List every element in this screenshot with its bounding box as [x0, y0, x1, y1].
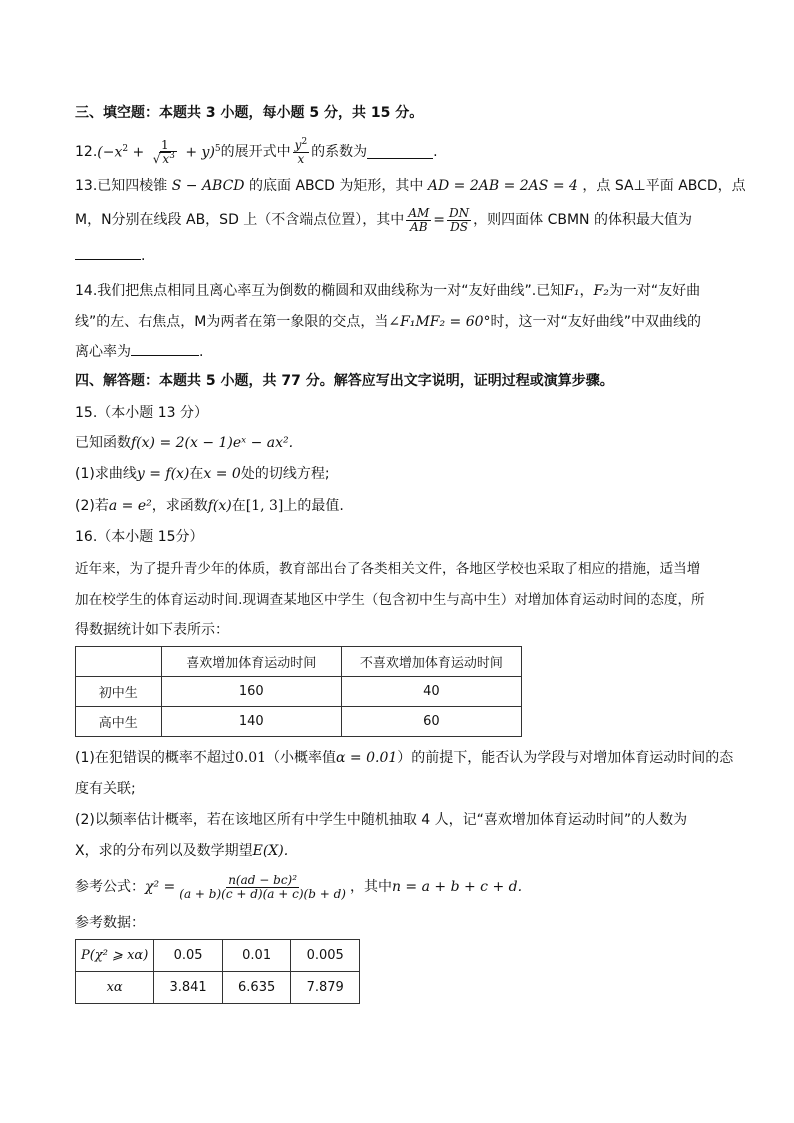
table-header-cell: 喜欢增加体育运动时间 [161, 647, 341, 677]
q16-p1-expr-1: 0.01 [234, 750, 267, 766]
q15-title: 15.（本小题 13 分） [75, 405, 208, 421]
q16-formula-fraction: $\frac{\text{n(ad − bc)²}}{(a + b)(c + d)(a + c)(b + d)}$ [179, 872, 346, 901]
q12-end: . [433, 144, 438, 160]
q14-end: . [199, 344, 204, 360]
q12-fraction: $\frac{y^2}{x}$ [294, 136, 308, 166]
q16-formula-n-expr: n = a + b + c + d. [391, 879, 523, 895]
q15-p2-expr-3: [1, 3] [245, 498, 284, 514]
table-row [76, 972, 360, 1004]
question-14-line-3 [75, 342, 203, 362]
question-13-line-1 [75, 176, 746, 196]
table-cell: 0.01 [222, 940, 291, 972]
table-cell: 60 [341, 707, 521, 737]
q16-formula-text: ，其中 [349, 879, 392, 895]
q16-part-1-line-2: 度有关联; [75, 781, 136, 797]
q15-function-expr: f(x) = 2(x − 1)eˣ − ax². [131, 435, 294, 451]
q15-part-1 [75, 464, 330, 484]
q15-stem-text: 已知函数 [75, 435, 131, 451]
q13-text-a: 13.已知四棱锥 [75, 178, 168, 194]
q13-expr-pyramid: S − ABCD [171, 178, 245, 194]
q12-number: 12. [75, 144, 98, 160]
table-cell: 高中生 [76, 707, 162, 737]
q13-fraction-am-ab: $\frac{AM}{AB}$ [408, 205, 430, 234]
q16-title: 16.（本小题 15分） [75, 529, 204, 545]
q14-sep: ， [579, 283, 594, 299]
q14-answer-blank[interactable] [131, 343, 199, 356]
q16-formula-label: 参考公式： [75, 879, 145, 895]
table-header-cell: 不喜欢增加体育运动时间 [341, 647, 521, 677]
table-row [76, 677, 522, 707]
table-row [76, 707, 522, 737]
table-cell: xα [76, 972, 154, 1004]
q12-text-b: 的系数为 [311, 144, 368, 160]
question-13-line-2: M，N分别在线段 AB，SD 上（不含端点位置），其中 $\frac{AM}{AB}$ = $\frac{DN}{DS}$ ，则四面体 CBMN 的体积最大值为 [75, 205, 692, 234]
question-12 [75, 134, 438, 170]
q16-p2-text-a: X，求 [75, 843, 113, 859]
table-cell: 3.841 [154, 972, 223, 1004]
q14-text-a: 14.我们把焦点相同且离心率互为倒数的椭圆和双曲线称为一对“友好曲线”.已知 [75, 283, 565, 299]
q16-formula-lhs: χ² = [145, 879, 176, 895]
q16-ref-label: 参考数据： [75, 915, 145, 931]
table-header-cell [76, 647, 162, 677]
question-14-line-2 [75, 312, 701, 332]
table-row [76, 940, 360, 972]
table-cell: 0.005 [291, 940, 360, 972]
q16-reference-table [75, 939, 360, 1004]
q12-answer-blank[interactable] [367, 146, 433, 159]
table-cell: 40 [341, 677, 521, 707]
q14-f1: F₁ [564, 283, 580, 299]
q15-p2-text-c: 在 [231, 498, 246, 514]
q15-p1-expr-1: y = f(x) [136, 466, 190, 482]
q16-formula [75, 867, 522, 907]
q13-expr-lengths: AD = 2AB = 2AS = 4 [427, 178, 578, 194]
q15-p1-text-a: (1)求曲线 [75, 466, 137, 482]
q12-expression: ($-x^2$ + $\frac{1}{√ x^3}$ + y)$^5$ [97, 137, 221, 166]
q13-end: . [141, 248, 146, 264]
section-3-heading: 三、填空题：本题共 3 小题，每小题 5 分，共 15 分。 [75, 105, 424, 121]
q16-p1-text-c: ）的前提下，能否认为学段与对增加体育运动时间的态 [397, 750, 734, 766]
q15-part-2 [75, 496, 344, 516]
table-cell: 6.635 [222, 972, 291, 1004]
q16-stem-line-2: 加在校学生的体育运动时间.现调查某地区中学生（包含初中生与高中生）对增加体育运动时间的态度，所 [75, 592, 705, 608]
q14-text-d: 时，这一对“友好曲线”中双曲线的 [490, 314, 702, 330]
q14-f2: F₂ [593, 283, 609, 299]
q16-survey-table [75, 646, 522, 737]
q14-text-e: 离心率为 [75, 344, 131, 360]
q14-angle-expr: ∠F₁MF₂ = 60° [388, 314, 491, 330]
q16-stem-line-3: 得数据统计如下表所示： [75, 622, 229, 638]
q16-part-2-line-1: (2)以频率估计概率，若在该地区所有中学生中随机抽取 4 人，记“喜欢增加体育运动时间”的人数为 [75, 812, 688, 828]
q15-p2-text-d: 上的最值. [283, 498, 344, 514]
q13-text-c: ，点 SA⊥平面 ABCD，点 [582, 178, 746, 194]
q12-text-a: 的展开式中 [220, 144, 291, 160]
table-cell: P(χ² ⩾ xα) [76, 940, 154, 972]
q15-p2-expr-2: f(x) [207, 498, 232, 514]
q16-p1-text-a: (1)在犯错误的概率不超过 [75, 750, 235, 766]
q13-text-e: ，则四面体 CBMN 的体积最大值为 [473, 212, 692, 228]
q16-p1-text-b: （小概率值 [266, 750, 337, 766]
q14-text-b: 为一对“友好曲 [608, 283, 701, 299]
table-cell: 0.05 [154, 940, 223, 972]
question-14-line-1 [75, 281, 700, 301]
table-cell: 140 [161, 707, 341, 737]
q13-fraction-dn-ds: $\frac{DN}{DS}$ [449, 205, 470, 234]
q16-p2-text-b: 的分布列以及数学期望 [112, 843, 253, 859]
q16-stem-line-1: 近年来，为了提升青少年的体质，教育部出台了各类相关文件，各地区学校也采取了相应的措施，适当增 [75, 561, 701, 577]
q15-p1-text-c: 处的切线方程; [240, 466, 330, 482]
q13-text-d: M，N分别在线段 AB，SD 上（不含端点位置），其中 [75, 212, 405, 228]
table-cell: 7.879 [291, 972, 360, 1004]
q15-p2-expr-1: a = e² [108, 498, 152, 514]
q16-p2-expectation-expr: E(X). [252, 843, 289, 859]
q13-answer-blank[interactable] [75, 247, 141, 260]
q16-part-1-line-1 [75, 748, 733, 768]
q15-p1-expr-2: x = 0 [203, 466, 241, 482]
q15-p1-text-b: 在 [189, 466, 204, 482]
question-13-line-3 [75, 246, 145, 266]
q15-stem [75, 433, 293, 453]
table-cell: 初中生 [76, 677, 162, 707]
q16-part-2-line-2 [75, 841, 288, 861]
q16-p1-expr-2: α = 0.01 [336, 750, 398, 766]
q15-p2-text-b: ，求函数 [151, 498, 208, 514]
section-4-heading: 四、解答题：本题共 5 小题，共 77 分。解答应写出文字说明，证明过程或演算步骤。 [75, 373, 614, 389]
table-cell: 160 [161, 677, 341, 707]
q13-text-b: 的底面 ABCD 为矩形，其中 [249, 178, 424, 194]
q15-p2-text-a: (2)若 [75, 498, 109, 514]
q14-text-c: 线”的左、右焦点，M为两者在第一象限的交点，当 [75, 314, 389, 330]
